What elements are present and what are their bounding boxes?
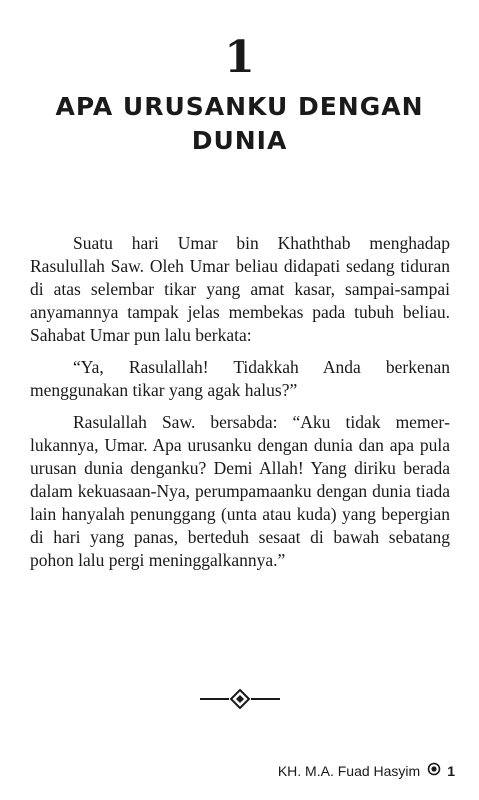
paragraph-3: Rasulallah Saw. bersabda: “Aku tidak memerlukannya, Umar. Apa urusanku dengan dunia dan apa pula urusan dunia denganku? Demi Allah! Yang diriku berada dalam kekuasaan-Nya, perumpamaanku dengan dunia tiada lain hanyalah penunggang (unta atau kuda) yang bepergian di hari yang panas, berteduh sesaat di bawah sebatang pohon lalu pergi meninggalkannya.” xyxy=(30,412,450,570)
diamond-divider-icon xyxy=(0,689,479,709)
circle-dot-icon xyxy=(427,762,441,779)
chapter-title xyxy=(0,90,479,158)
page-footer xyxy=(278,762,455,779)
chapter-number: 1 xyxy=(224,32,255,83)
paragraph-2: “Ya, Rasulallah! Tidakkah Anda berkenan menggunakan tikar yang agak halus?” xyxy=(30,357,450,400)
body-text xyxy=(30,232,450,581)
chapter-title-line-2: DUNIA xyxy=(191,126,288,155)
paragraph-1: Suatu hari Umar bin Khaththab menghadap Rasulullah Saw. Oleh Umar beliau didapati sedang tiduran di atas selembar tikar yang amat kasar, sampai-sampai anyamannya tampak jelas membekas pada tubuh beliau. Sahabat Umar pun lalu berkata: xyxy=(30,233,450,345)
chapter-title-line-1: APA URUSANKU DENGAN xyxy=(55,92,424,121)
page-number: 1 xyxy=(447,762,455,779)
footer-author: KH. M.A. Fuad Hasyim xyxy=(277,762,421,779)
